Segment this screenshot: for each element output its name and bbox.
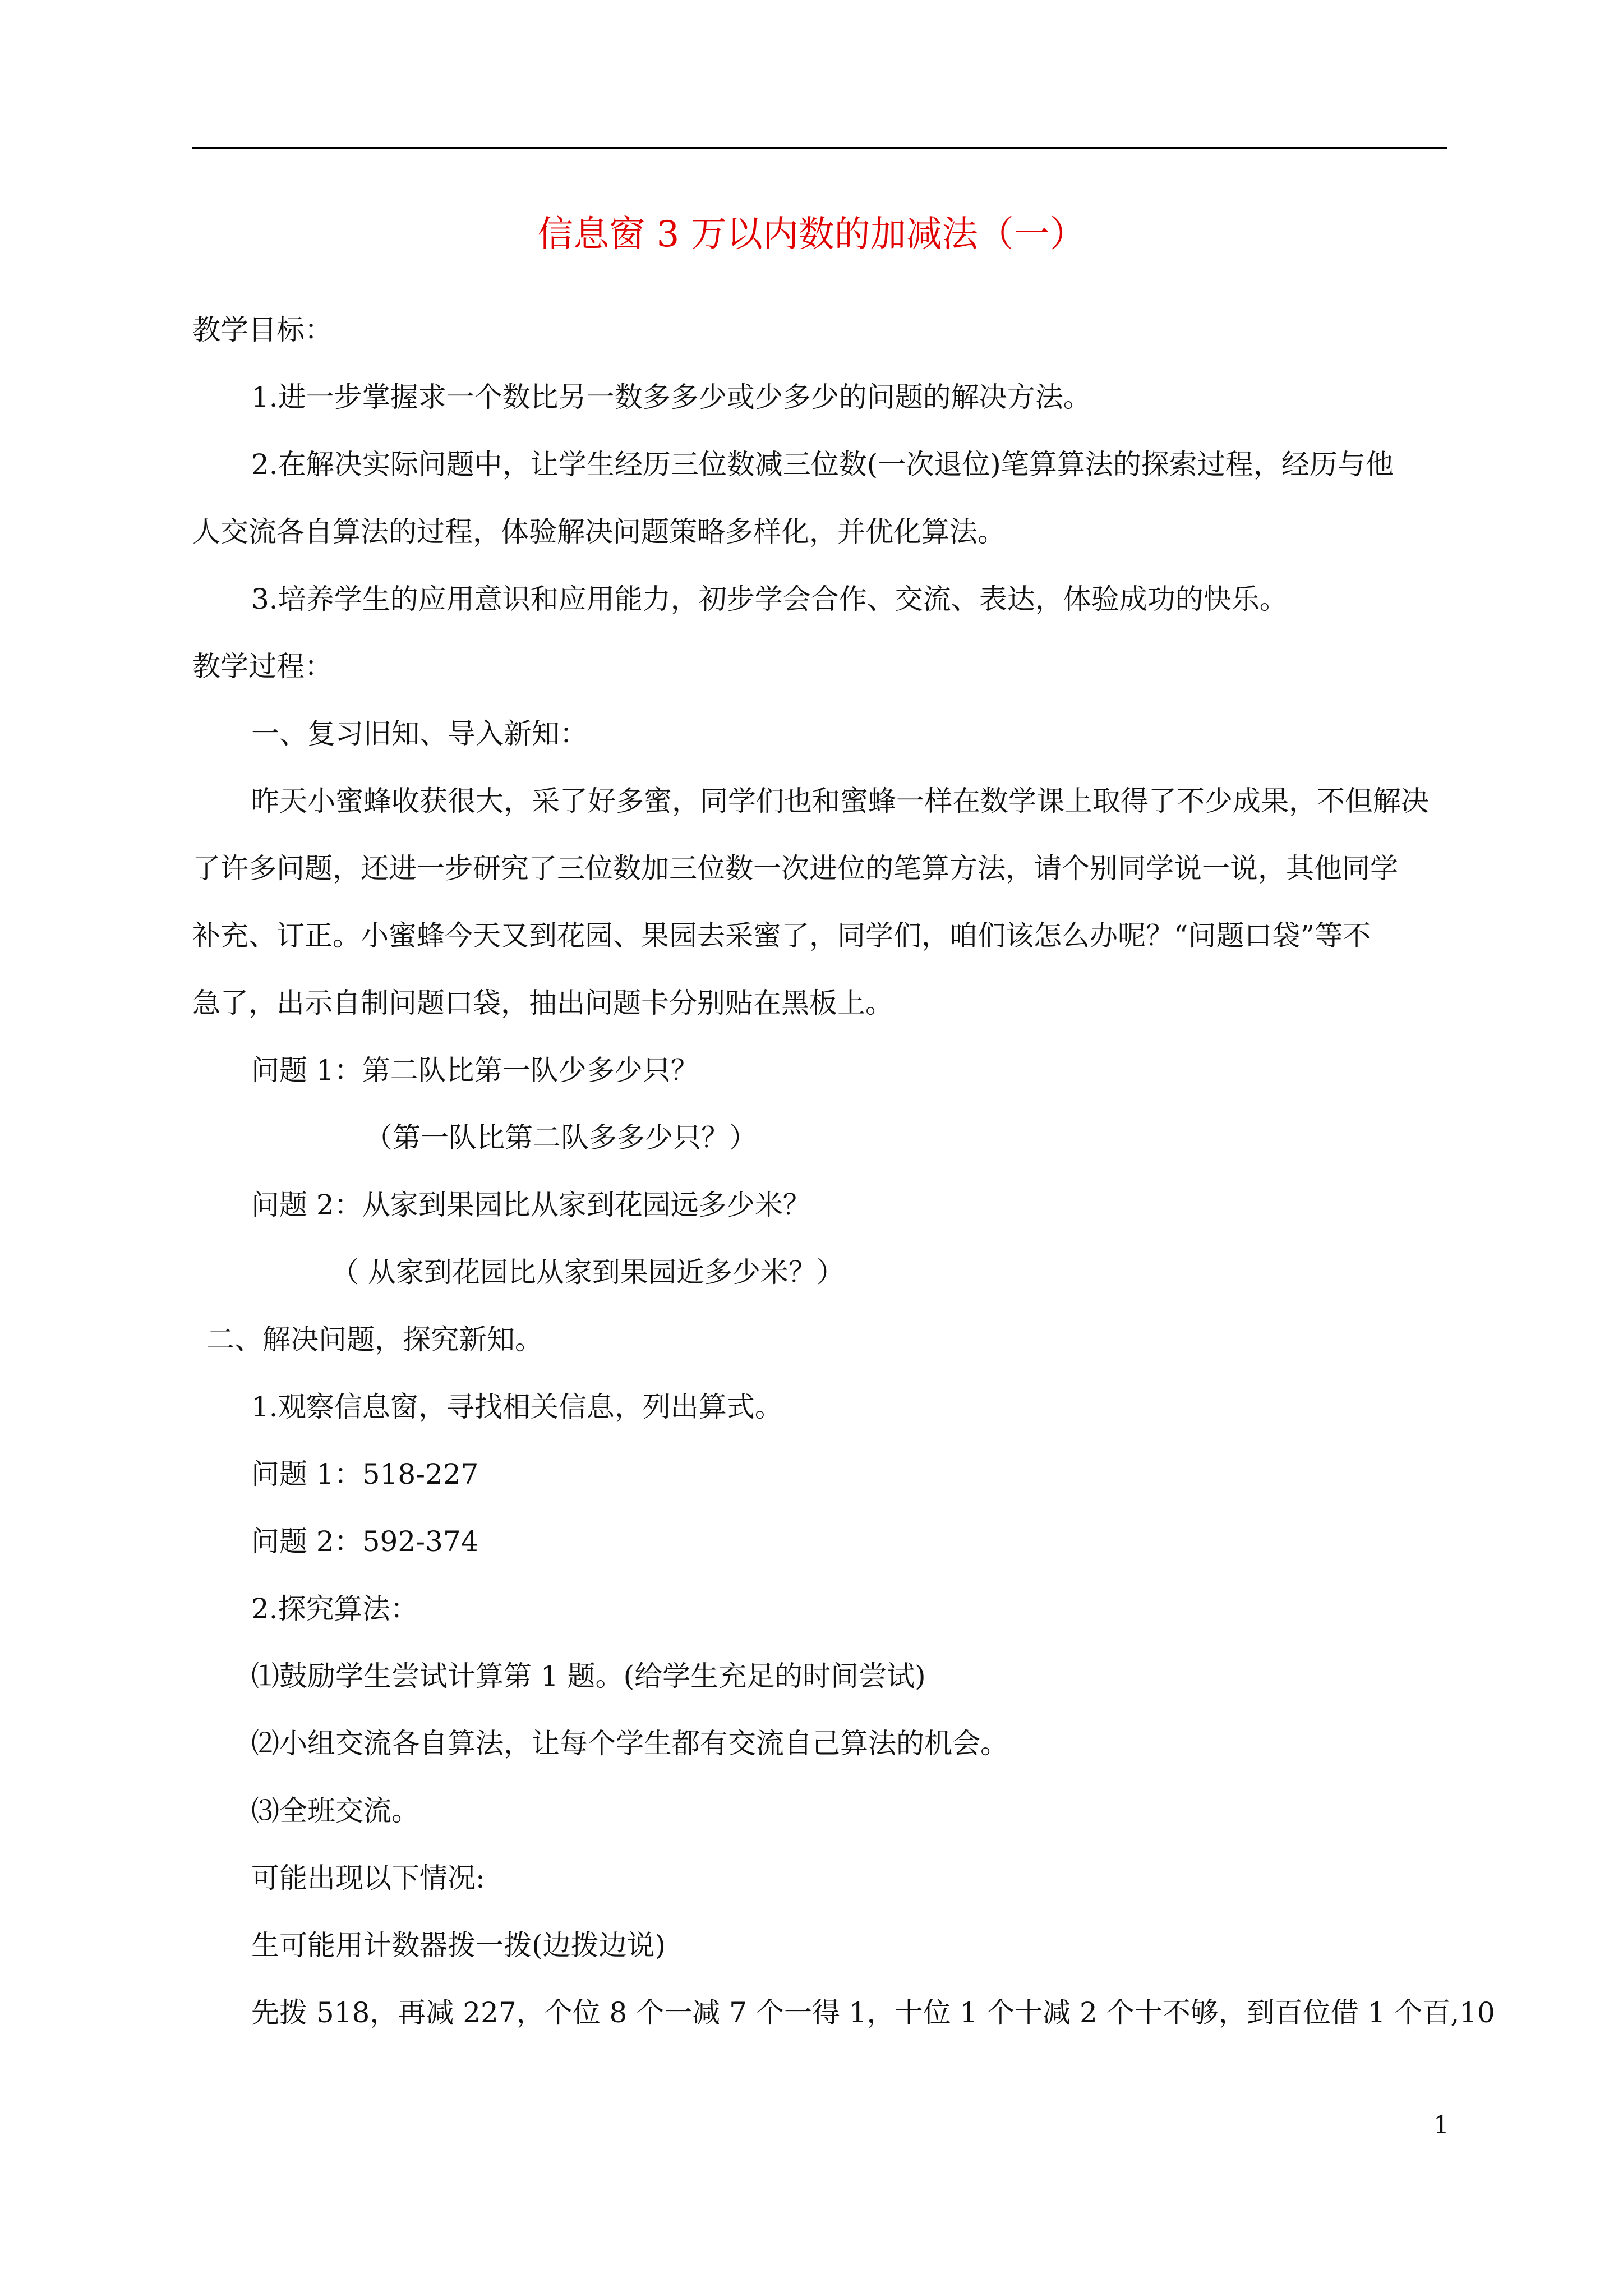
case-counter: 生可能用计数器拨一拨(边拨边说) <box>251 1929 666 1962</box>
step-observe: 1.观察信息窗，寻找相关信息，列出算式。 <box>251 1391 783 1423</box>
question-2-alternate: （ 从家到花园比从家到果园近多少米？） <box>331 1256 845 1289</box>
process-step-2-heading: 二、解决问题，探究新知。 <box>206 1323 543 1356</box>
objective-2: 2.在解决实际问题中，让学生经历三位数减三位数(一次退位)笔算算法的探索过程，经历与他 <box>251 448 1394 481</box>
objective-3: 3.培养学生的应用意识和应用能力，初步学会合作、交流、表达，体验成功的快乐。 <box>251 583 1288 615</box>
paragraph-line: 补充、订正。小蜜蜂今天又到花园、果园去采蜜了，同学们，咱们该怎么办呢？“问题口袋”等不 <box>192 919 1371 952</box>
page-number: 1 <box>1433 2111 1449 2139</box>
objective-2-continued: 人交流各自算法的过程，体验解决问题策略多样化，并优化算法。 <box>192 516 1006 548</box>
explore-item-1: ⑴鼓励学生尝试计算第 1 题。(给学生充足的时间尝试) <box>251 1660 926 1692</box>
question-2: 问题 2：从家到果园比从家到花园远多少米？ <box>251 1189 811 1221</box>
equation-2: 问题 2：592-374 <box>251 1525 479 1558</box>
explore-item-2: ⑵小组交流各自算法，让每个学生都有交流自己算法的机会。 <box>251 1727 1008 1760</box>
process-step-1-heading: 一、复习旧知、导入新知： <box>251 717 588 750</box>
paragraph-line: 了许多问题，还进一步研究了三位数加三位数一次进位的笔算方法，请个别同学说一说，其他同学 <box>192 852 1398 885</box>
header-rule <box>192 147 1447 149</box>
document-title: 信息窗 3 万以内数的加减法（一） <box>537 214 1086 255</box>
objective-1: 1.进一步掌握求一个数比另一数多多少或少多少的问题的解决方法。 <box>251 381 1091 413</box>
question-1-alternate: （第一队比第二队多多少只？） <box>365 1121 757 1154</box>
paragraph-line: 昨天小蜜蜂收获很大，采了好多蜜，同学们也和蜜蜂一样在数学课上取得了不少成果，不但解决 <box>251 785 1429 817</box>
step-explore: 2.探究算法： <box>251 1593 418 1625</box>
paragraph-line: 急了，出示自制问题口袋，抽出问题卡分别贴在黑板上。 <box>192 987 893 1019</box>
equation-1: 问题 1：518-227 <box>251 1458 479 1490</box>
question-1: 问题 1：第二队比第一队少多少只？ <box>251 1054 699 1087</box>
section-heading-process: 教学过程： <box>192 650 333 683</box>
case-counter-detail: 先拨 518，再减 227，个位 8 个一减 7 个一得 1，十位 1 个十减 2 个十不够，到百位借 1 个百,10 <box>251 1996 1495 2029</box>
explore-item-3: ⑶全班交流。 <box>251 1795 419 1827</box>
section-heading-objectives: 教学目标： <box>192 314 333 346</box>
possible-cases-heading: 可能出现以下情况: <box>251 1862 485 1894</box>
